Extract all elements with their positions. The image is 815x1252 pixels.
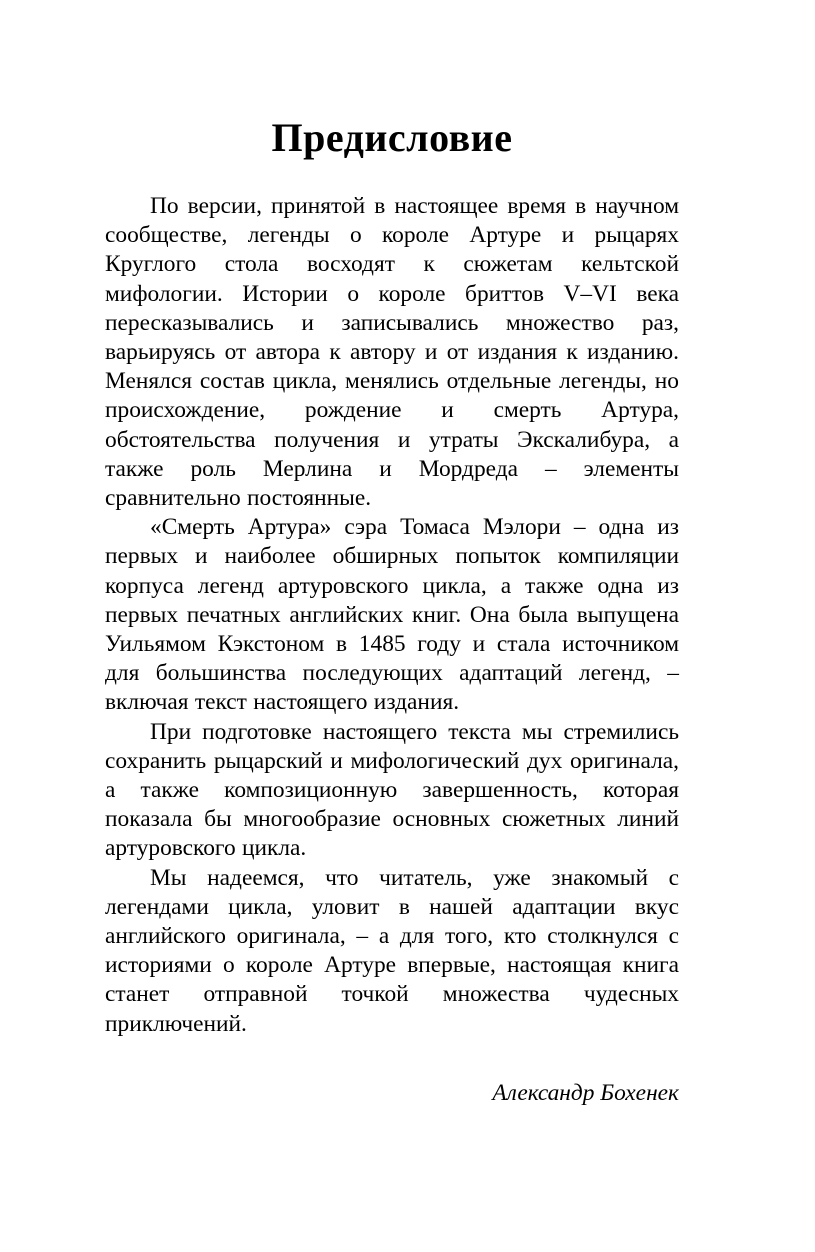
- paragraph: При подготовке настоящего текста мы стремились сохранить рыцарский и мифологический дух оригинала, а также композиционную завершенность, которая показала бы многообразие основных сюжетных линий артуровского цикла.: [105, 718, 679, 862]
- paragraph: «Смерть Артура» сэра Томаса Мэлори – одна из первых и наиболее обширных попыток компиляции корпуса легенд артуровского цикла, а также одна из первых печатных английских книг. Она была выпущена Уильямом Кэкстоном в 1485 году и стала источником для большинства последующих адаптаций легенд, – включая текст настоящего издания.: [105, 514, 679, 716]
- page-content: [105, 115, 679, 1108]
- author-signature: Александр Бохенек: [492, 1079, 679, 1106]
- paragraph: Мы надеемся, что читатель, уже знакомый с легендами цикла, уловит в нашей адаптации вкус английского оригинала, – а для того, кто столкнулся с историями о короле Артуре впервые, настоящая книга станет отправной точкой множества чудесных приключений.: [105, 864, 679, 1037]
- page-title: Предисловие: [271, 115, 513, 160]
- body-text: [105, 192, 679, 1039]
- paragraph: По версии, принятой в настоящее время в научном сообществе, легенды о короле Артуре и рыцарях Круглого стола восходят к сюжетам кельтской мифологии. Истории о короле бриттов V–VI века пересказывались и записывались множество раз, варьируясь от автора к автору и от издания к изданию. Менялся состав цикла, менялись отдельные легенды, но происхождение, рождение и смерть Артура, обстоятельства получения и утраты Экскалибура, а также роль Мерлина и Мордреда – элементы сравнительно постоянные.: [105, 193, 679, 512]
